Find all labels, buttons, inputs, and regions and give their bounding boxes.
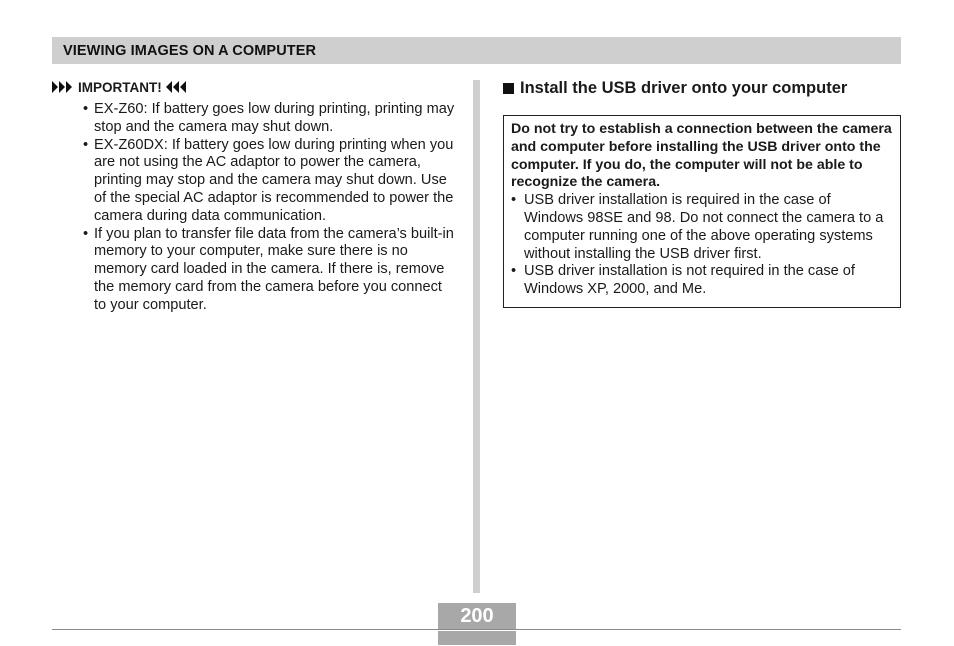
triple-arrow-left-icon (166, 81, 187, 93)
section-title-text: Install the USB driver onto your computer (520, 79, 848, 97)
triple-arrow-right-icon (52, 81, 73, 93)
list-item: • If you plan to transfer file data from the camera’s built-in memory to your computer, make sure there is no memory card loaded in the camera. If there is, remove the memory card from the camera before you connect to your computer. (83, 225, 454, 313)
section-title (503, 78, 847, 98)
note-box (503, 115, 901, 308)
list-item: • USB driver installation is not required in the case of Windows XP, 2000, and Me. (511, 263, 855, 298)
footer-rule (52, 629, 901, 630)
bullet-glyph: • (83, 225, 89, 242)
bullet-glyph: • (511, 263, 517, 280)
important-heading (52, 78, 457, 96)
column-divider (473, 80, 480, 593)
bullet-glyph: • (83, 136, 89, 153)
list-item: • EX-Z60DX: If battery goes low during printing when you are not using the AC adaptor to power the camera, printing may stop and the camera may shut down. Use of the special AC adaptor is recommended to power the camera during data communication. (83, 136, 454, 224)
page-number-tab (438, 631, 516, 645)
black-square-icon (503, 83, 514, 94)
page-number: 200 (438, 603, 516, 629)
section-header-title: VIEWING IMAGES ON A COMPUTER (63, 43, 317, 59)
list-item: • EX-Z60: If battery goes low during printing, printing may stop and the camera may shut down. (83, 101, 455, 135)
note-list (511, 192, 893, 299)
bullet-glyph: • (511, 192, 517, 209)
section-header-bar (52, 37, 901, 64)
important-list (52, 101, 457, 315)
list-item: • USB driver installation is required in the case of Windows 98SE and 98. Do not connect the camera to a computer running one of the above operating systems without installing the USB driver first. (511, 192, 884, 262)
bullet-glyph: • (83, 101, 89, 117)
important-label: IMPORTANT! (78, 79, 162, 95)
important-column (52, 78, 457, 315)
note-warning: Do not try to establish a connection between the camera and computer before installing the USB driver onto the computer. If you do, the computer will not be able to recognize the camera. (511, 121, 892, 191)
